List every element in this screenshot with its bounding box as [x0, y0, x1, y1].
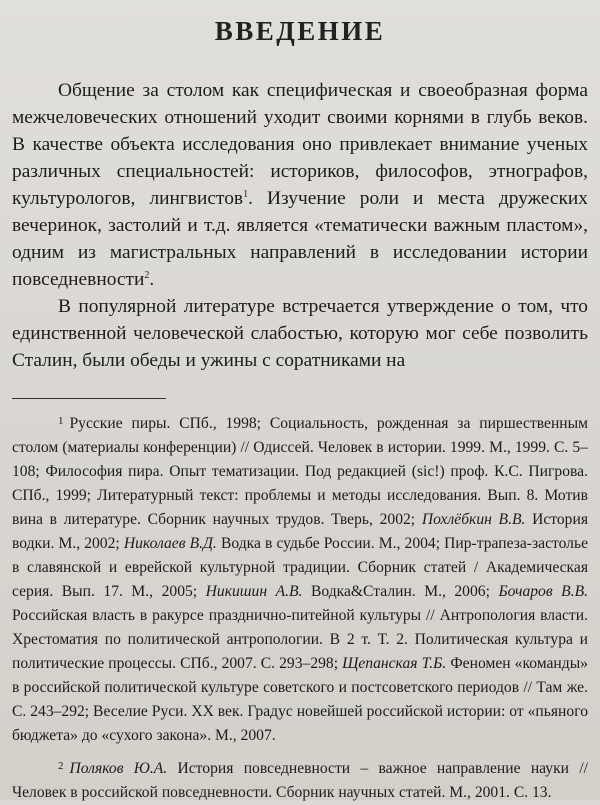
footnote-text: Водка в судьбе России. М., 2004; Пир-трапеза-застолье в славянской и еврейской культурной традиции. Сборник статей / Академическая серия. Вып. 17. М., 2005; — [12, 535, 589, 600]
footnote-text: Российская власть в ракурсе празднично-питейной культуры // Антропология власти. Хрестоматия по политической антропологии. В 2 т. Т. 2. Политическая культура и политические процессы. СПб., 2007. С. 293–298; — [12, 607, 588, 672]
chapter-heading: ВВЕДЕНИЕ — [214, 16, 386, 46]
footnote-author: Щепанская Т.Б. — [342, 655, 447, 672]
footnote-ref-1[interactable]: 1 — [243, 189, 249, 200]
paragraph-1-text-b: . Изучение роли и места дружеских вечеринок, застолий и т.д. является «тематически важным пластом», одним из магистральных направлений в исследовании истории повседневности — [12, 188, 588, 290]
paragraph-1 — [12, 77, 588, 293]
main-text — [12, 77, 588, 374]
paragraph-2: В популярной литературе встречается утверждение о том, что единственной человеческой слабостью, которую мог себе позволить Сталин, были обеды и ужины с соратниками на — [12, 296, 588, 371]
footnote-2 — [12, 754, 588, 805]
footnote-author: Поляков Ю.А. — [69, 760, 168, 777]
footnote-text: Водка&Сталин. М., 2006; — [302, 583, 499, 600]
footnote-author: Николаев В.Д. — [123, 535, 217, 552]
footnote-author: Похлёбкин В.В. — [421, 511, 526, 528]
footnotes — [12, 409, 588, 805]
footnote-1 — [12, 409, 588, 748]
footnote-text: Русские пиры. СПб., 1998; Социальность, рожденная за пиршественным столом (материалы конференции) // Одиссей. Человек в истории. 1999. М., 1999. С. 5–108; Философия пира. Опыт тематизации. Под редакцией (sic!) проф. К.С. Пигрова. СПб., 1999; Литературный текст: проблемы и методы исследования. Вып. 8. Мотив вина в литературе. Сборник научных трудов. Тверь, 2002; — [12, 415, 588, 528]
footnote-number: 2 — [58, 760, 64, 772]
footnote-ref-2[interactable]: 2 — [144, 270, 150, 281]
footnote-number: 1 — [58, 415, 64, 427]
footnote-text: История водки. М., 2002; — [12, 511, 588, 552]
footnote-text: История повседневности – важное направление науки // Человек в российской повседневности. Сборник научных статей. М., 2001. С. 13. — [12, 760, 588, 801]
footnote-author: Бочаров В.В. — [498, 583, 588, 600]
footnote-author: Никишин А.В. — [205, 583, 303, 600]
footnote-divider — [12, 398, 166, 399]
footnote-text: Феномен «команды» в российской политической культуре советского и постсоветского периодов // Там же. С. 243–292; Веселие Руси. XX век. Градус новейшей российской истории: от «пьяного бюджета» до «сухого закона». М., 2007. — [12, 655, 588, 744]
paragraph-1-text-c: . — [149, 269, 155, 290]
paragraph-1-text-a: Общение за столом как специфическая и своеобразная форма межчеловеческих отношений уходит своими корнями в глубь веков. В качестве объекта исследования оно привлекает внимание ученых различных специальностей: историков, философов, этнографов, культурологов, лингвистов — [12, 80, 588, 209]
